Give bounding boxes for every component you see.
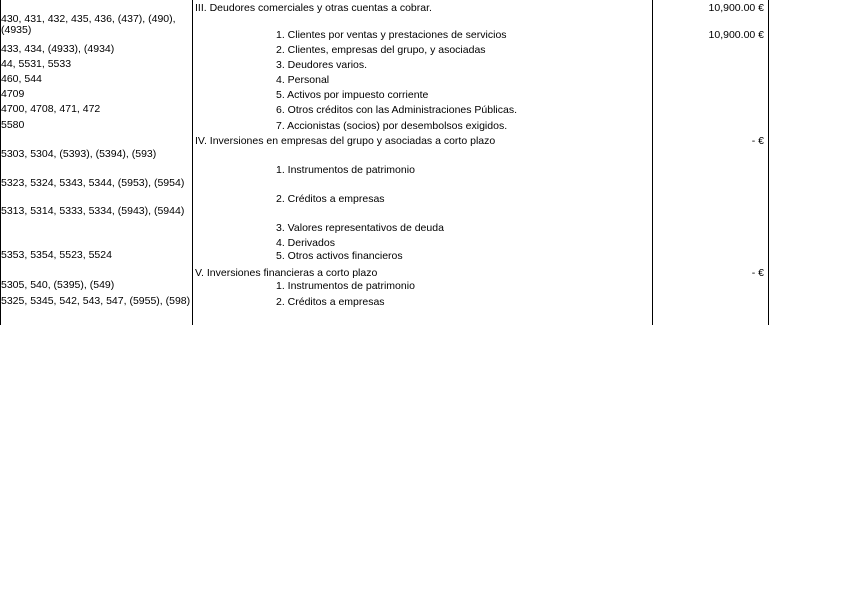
section-caption: III. Deudores comerciales y otras cuentas a cobrar. bbox=[195, 2, 432, 14]
account-codes: 433, 434, (4933), (4934) bbox=[1, 43, 115, 55]
amount-cell: - € bbox=[751, 135, 764, 147]
column-divider-right-edge bbox=[768, 0, 769, 325]
account-codes: 5580 bbox=[1, 119, 25, 131]
account-codes: 5313, 5314, 5333, 5334, (5943), (5944) bbox=[1, 205, 185, 217]
account-codes: 44, 5531, 5533 bbox=[1, 58, 72, 70]
account-codes: 4700, 4708, 471, 472 bbox=[1, 103, 101, 115]
line-item: 3. Valores representativos de deuda bbox=[276, 222, 444, 234]
line-item: 2. Clientes, empresas del grupo, y asociadas bbox=[276, 44, 486, 56]
line-item: 7. Accionistas (socios) por desembolsos exigidos. bbox=[276, 120, 508, 132]
line-item: 2. Créditos a empresas bbox=[276, 193, 385, 205]
line-item: 3. Deudores varios. bbox=[276, 59, 368, 71]
line-item: 4. Personal bbox=[276, 74, 330, 86]
column-divider-accounts bbox=[192, 0, 193, 325]
line-item: 5. Activos por impuesto corriente bbox=[276, 89, 429, 101]
account-codes: 460, 544 bbox=[1, 73, 42, 85]
account-codes: 5305, 540, (5395), (549) bbox=[1, 279, 115, 291]
account-codes: 5303, 5304, (5393), (5394), (593) bbox=[1, 148, 157, 160]
line-item: 2. Créditos a empresas bbox=[276, 296, 385, 308]
account-codes: 5323, 5324, 5343, 5344, (5953), (5954) bbox=[1, 177, 185, 189]
line-item: 1. Instrumentos de patrimonio bbox=[276, 164, 415, 176]
account-codes: 430, 431, 432, 435, 436, (437), (490), (4935) bbox=[1, 13, 176, 36]
line-item: 1. Clientes por ventas y prestaciones de servicios bbox=[276, 29, 507, 41]
amount-cell: 10,900.00 € bbox=[708, 29, 764, 41]
account-codes: 4709 bbox=[1, 88, 25, 100]
line-item: 6. Otros créditos con las Administraciones Públicas. bbox=[276, 104, 518, 116]
account-codes: 5325, 5345, 542, 543, 547, (5955), (598) bbox=[1, 295, 191, 307]
line-item: 5. Otros activos financieros bbox=[276, 250, 403, 262]
line-item: 1. Instrumentos de patrimonio bbox=[276, 280, 415, 292]
amount-cell: 10,900.00 € bbox=[708, 2, 764, 14]
account-codes: 5353, 5354, 5523, 5524 bbox=[1, 249, 112, 261]
section-caption: IV. Inversiones en empresas del grupo y asociadas a corto plazo bbox=[195, 135, 496, 147]
section-caption: V. Inversiones financieras a corto plazo bbox=[195, 267, 378, 279]
line-item: 4. Derivados bbox=[276, 237, 335, 249]
amount-cell: - € bbox=[751, 267, 764, 279]
column-divider-amount bbox=[652, 0, 653, 325]
